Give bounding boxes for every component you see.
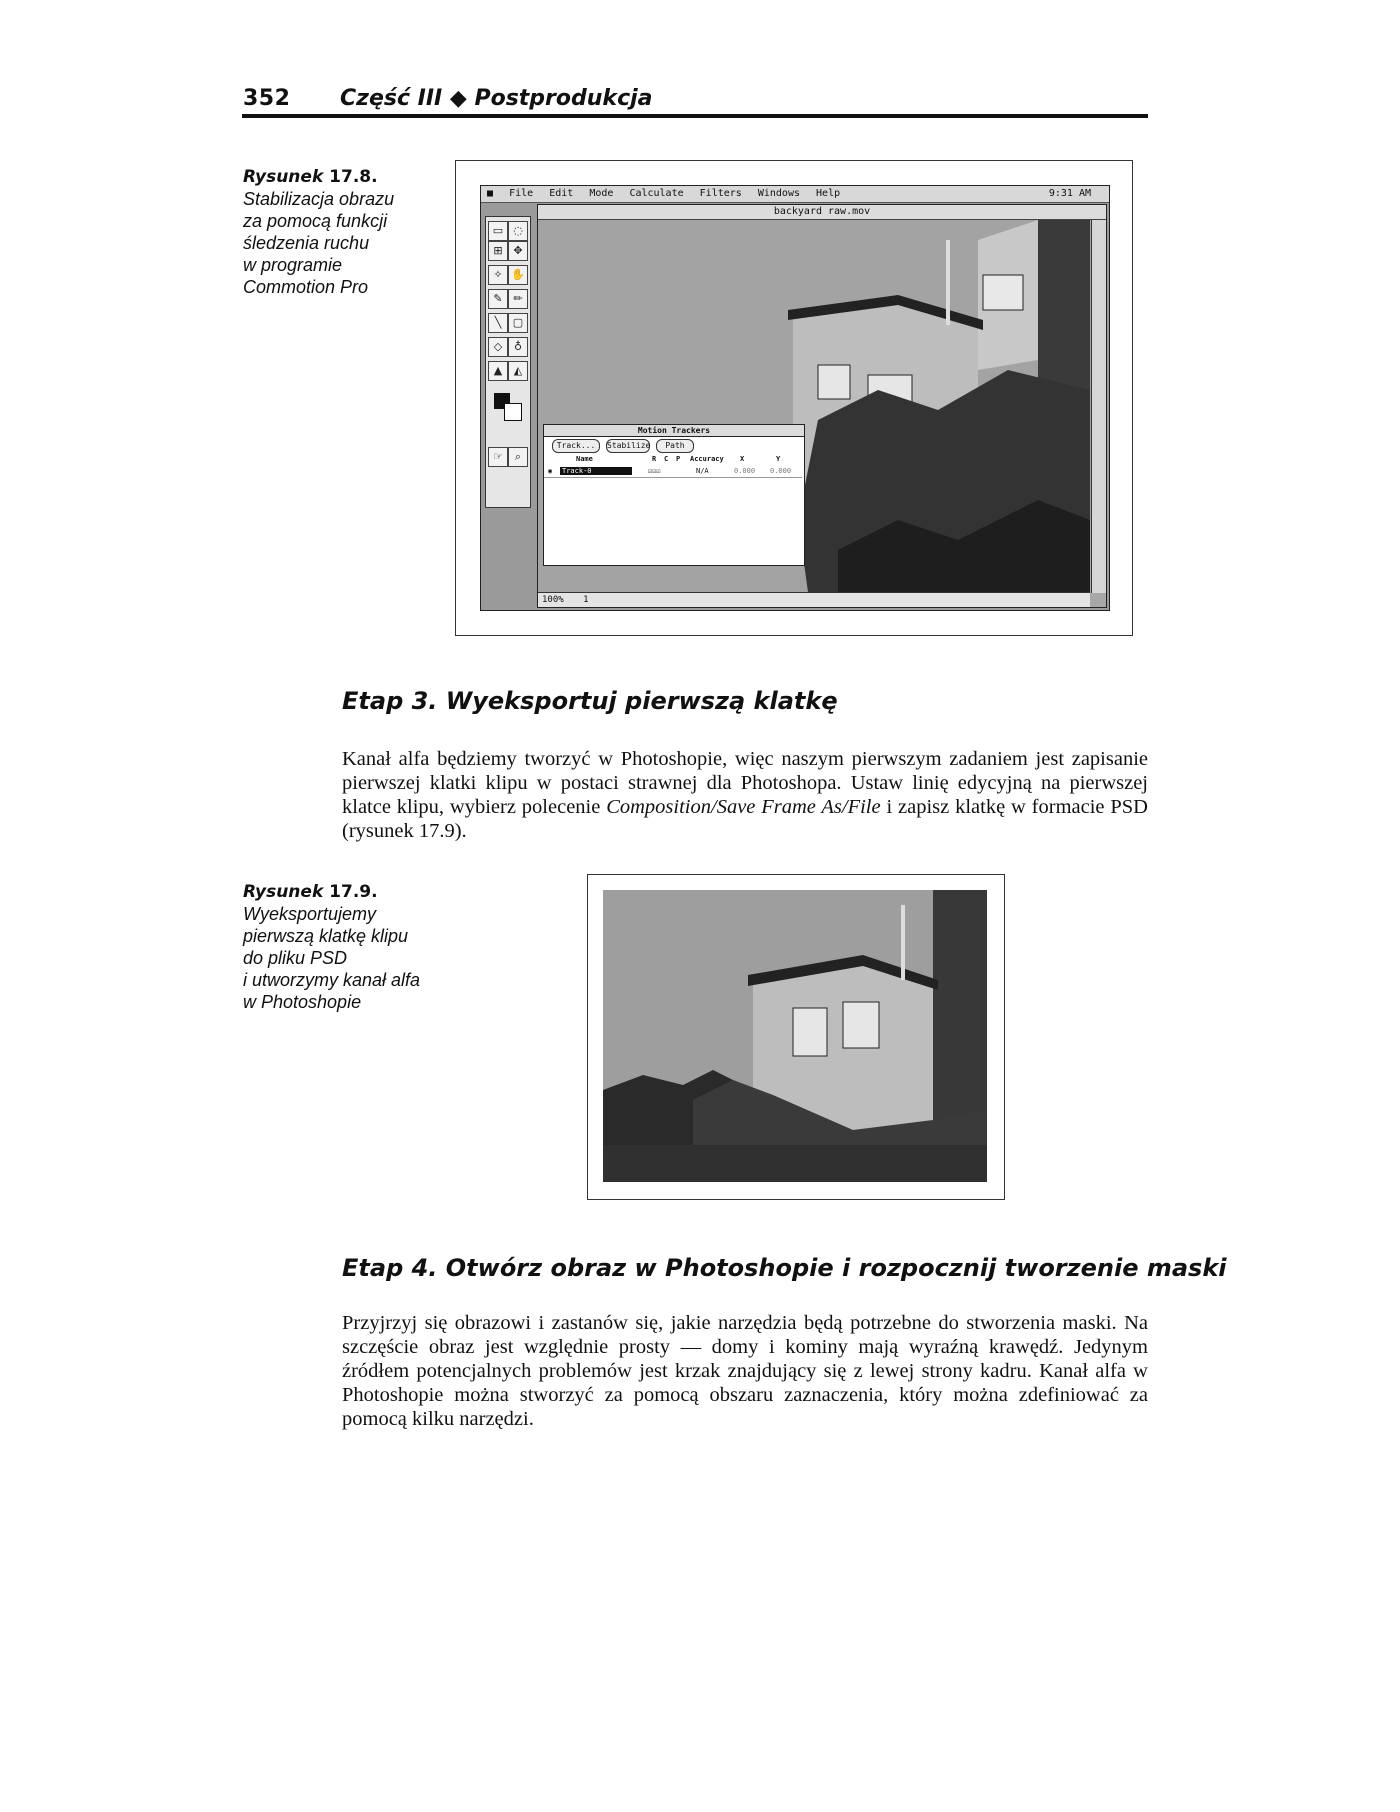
rect-tool-icon[interactable]: ▢	[508, 313, 528, 333]
caption-line: Commotion Pro	[243, 277, 369, 297]
figure-number: 17.8.	[329, 167, 378, 187]
fill-tool-icon[interactable]: ▲	[488, 361, 508, 381]
figure-17-9-label	[243, 881, 463, 903]
exported-frame-image	[603, 890, 987, 1182]
window-title: backyard raw.mov	[538, 205, 1106, 220]
menu-command-text: Composition/Save Frame As/File	[606, 796, 881, 818]
zoom-tool-icon[interactable]: ⌕	[508, 447, 528, 467]
caption-line: do pliku PSD	[243, 948, 348, 968]
col-y: Y	[776, 455, 781, 463]
col-accuracy: Accuracy	[690, 455, 724, 463]
lasso-tool-icon[interactable]: ◌	[508, 221, 528, 241]
background-color-icon[interactable]	[504, 403, 522, 421]
menu-help: Help	[816, 188, 841, 199]
caption-line: Wyeksportujemy	[243, 904, 377, 924]
tracker-accuracy: N/A	[696, 467, 709, 475]
marquee-tool-icon[interactable]: ▭	[488, 221, 508, 241]
apple-icon: ■	[487, 188, 494, 199]
running-title: Część III ◆ Postprodukcja	[340, 86, 653, 111]
figure-17-8-caption	[243, 166, 433, 298]
menu-windows: Windows	[757, 188, 800, 199]
line-tool-icon[interactable]: ╲	[488, 313, 508, 333]
col-r: R	[652, 455, 657, 463]
col-c: C	[664, 455, 669, 463]
commotion-screenshot	[480, 185, 1110, 611]
stabilize-button[interactable]: Stabilize	[606, 439, 650, 453]
menu-file: File	[509, 188, 534, 199]
col-name: Name	[576, 455, 593, 463]
mac-menubar	[481, 186, 1109, 203]
pencil-tool-icon[interactable]: ✏	[508, 289, 528, 309]
hand-view-icon[interactable]: ☞	[488, 447, 508, 467]
header-rule	[242, 114, 1148, 118]
figure-label: Rysunek	[243, 882, 324, 902]
menu-calculate: Calculate	[629, 188, 684, 199]
wand-tool-icon[interactable]: ✧	[488, 265, 508, 285]
caption-line: pierwszą klatkę klipu	[243, 926, 409, 946]
col-x: X	[740, 455, 745, 463]
menu-edit: Edit	[549, 188, 574, 199]
menu-clock: 9:31 AM	[1048, 188, 1091, 199]
vertical-scrollbar[interactable]	[1091, 220, 1106, 593]
col-p: P	[676, 455, 681, 463]
panel-title: Motion Trackers	[544, 425, 804, 437]
caption-line: za pomocą funkcji	[243, 211, 388, 231]
step-4-paragraph: Przyjrzyj się obrazowi i zastanów się, jakie narzędzia będą potrzebne do stworzenia maski. Na szczęście obraz jest względnie prosty — domy i kominy mają wyraźną krawędź. Jedynym źródłem potencjalnych problemów jest krzak znajdujący się z lewej strony kadru. Kanał alfa w Photoshopie można stworzyć za pomocą obszaru zaznaczenia, który można zdefiniować za pomocą kilku narzędzi.	[342, 1312, 1148, 1430]
tracker-y: 0.000	[770, 467, 792, 475]
step-3-paragraph	[342, 747, 1148, 843]
eye-icon[interactable]: ◉	[548, 467, 553, 475]
figure-17-8-label	[243, 166, 433, 188]
paragraph-text: i zapisz klatkę w formacie PSD (rysunek 17.9).	[342, 796, 1148, 842]
crop-tool-icon[interactable]: ⊞	[488, 241, 508, 261]
caption-line: i utworzymy kanał alfa	[243, 970, 421, 990]
stamp-tool-icon[interactable]: ♁	[508, 337, 528, 357]
brush-tool-icon[interactable]: ✎	[488, 289, 508, 309]
track-button[interactable]: Track...	[552, 439, 600, 453]
panel-column-headers	[544, 455, 802, 465]
toolbox	[485, 216, 531, 508]
caption-line: śledzenia ruchu	[243, 233, 370, 253]
caption-line: Stabilizacja obrazu	[243, 189, 395, 209]
figure-label: Rysunek	[243, 167, 324, 187]
paragraph-text: Kanał alfa będziemy tworzyć w Photoshopie, więc naszym pierwszym zadaniem jest zapisanie pierwszej klatki klipu w postaci strawnej dla Photoshopa. Ustaw linię edycyjną na pierwszej klatce klipu, wybierz polecenie	[342, 748, 1148, 818]
path-button[interactable]: Path	[656, 439, 694, 453]
gradient-tool-icon[interactable]: ◭	[508, 361, 528, 381]
menu-filters: Filters	[699, 188, 742, 199]
tracker-row[interactable]	[544, 467, 802, 478]
status-bar	[538, 592, 1090, 607]
step-3-heading: Etap 3. Wyeksportuj pierwszą klatkę	[342, 687, 838, 715]
zoom-level[interactable]: 100%	[542, 595, 564, 605]
move-tool-icon[interactable]: ✥	[508, 241, 528, 261]
tracker-x: 0.000	[734, 467, 756, 475]
figure-17-9-caption	[243, 881, 463, 1013]
eraser-tool-icon[interactable]: ◇	[488, 337, 508, 357]
caption-line: w Photoshopie	[243, 992, 362, 1012]
menu-mode: Mode	[589, 188, 614, 199]
motion-trackers-panel	[543, 424, 805, 566]
figure-17-8-frame	[455, 160, 1133, 636]
tracker-name[interactable]: Track-0	[560, 467, 632, 475]
page-number: 352	[243, 86, 291, 111]
hand-tool-icon[interactable]: ✋	[508, 265, 528, 285]
figure-17-9-frame	[587, 874, 1005, 1200]
caption-line: w programie	[243, 255, 343, 275]
checkbox-icons[interactable]: ☑☑☑	[648, 467, 661, 475]
step-4-heading: Etap 4. Otwórz obraz w Photoshopie i rozpocznij tworzenie maski	[342, 1254, 1227, 1282]
frame-number[interactable]: 1	[583, 595, 589, 605]
figure-number: 17.9.	[329, 882, 378, 902]
